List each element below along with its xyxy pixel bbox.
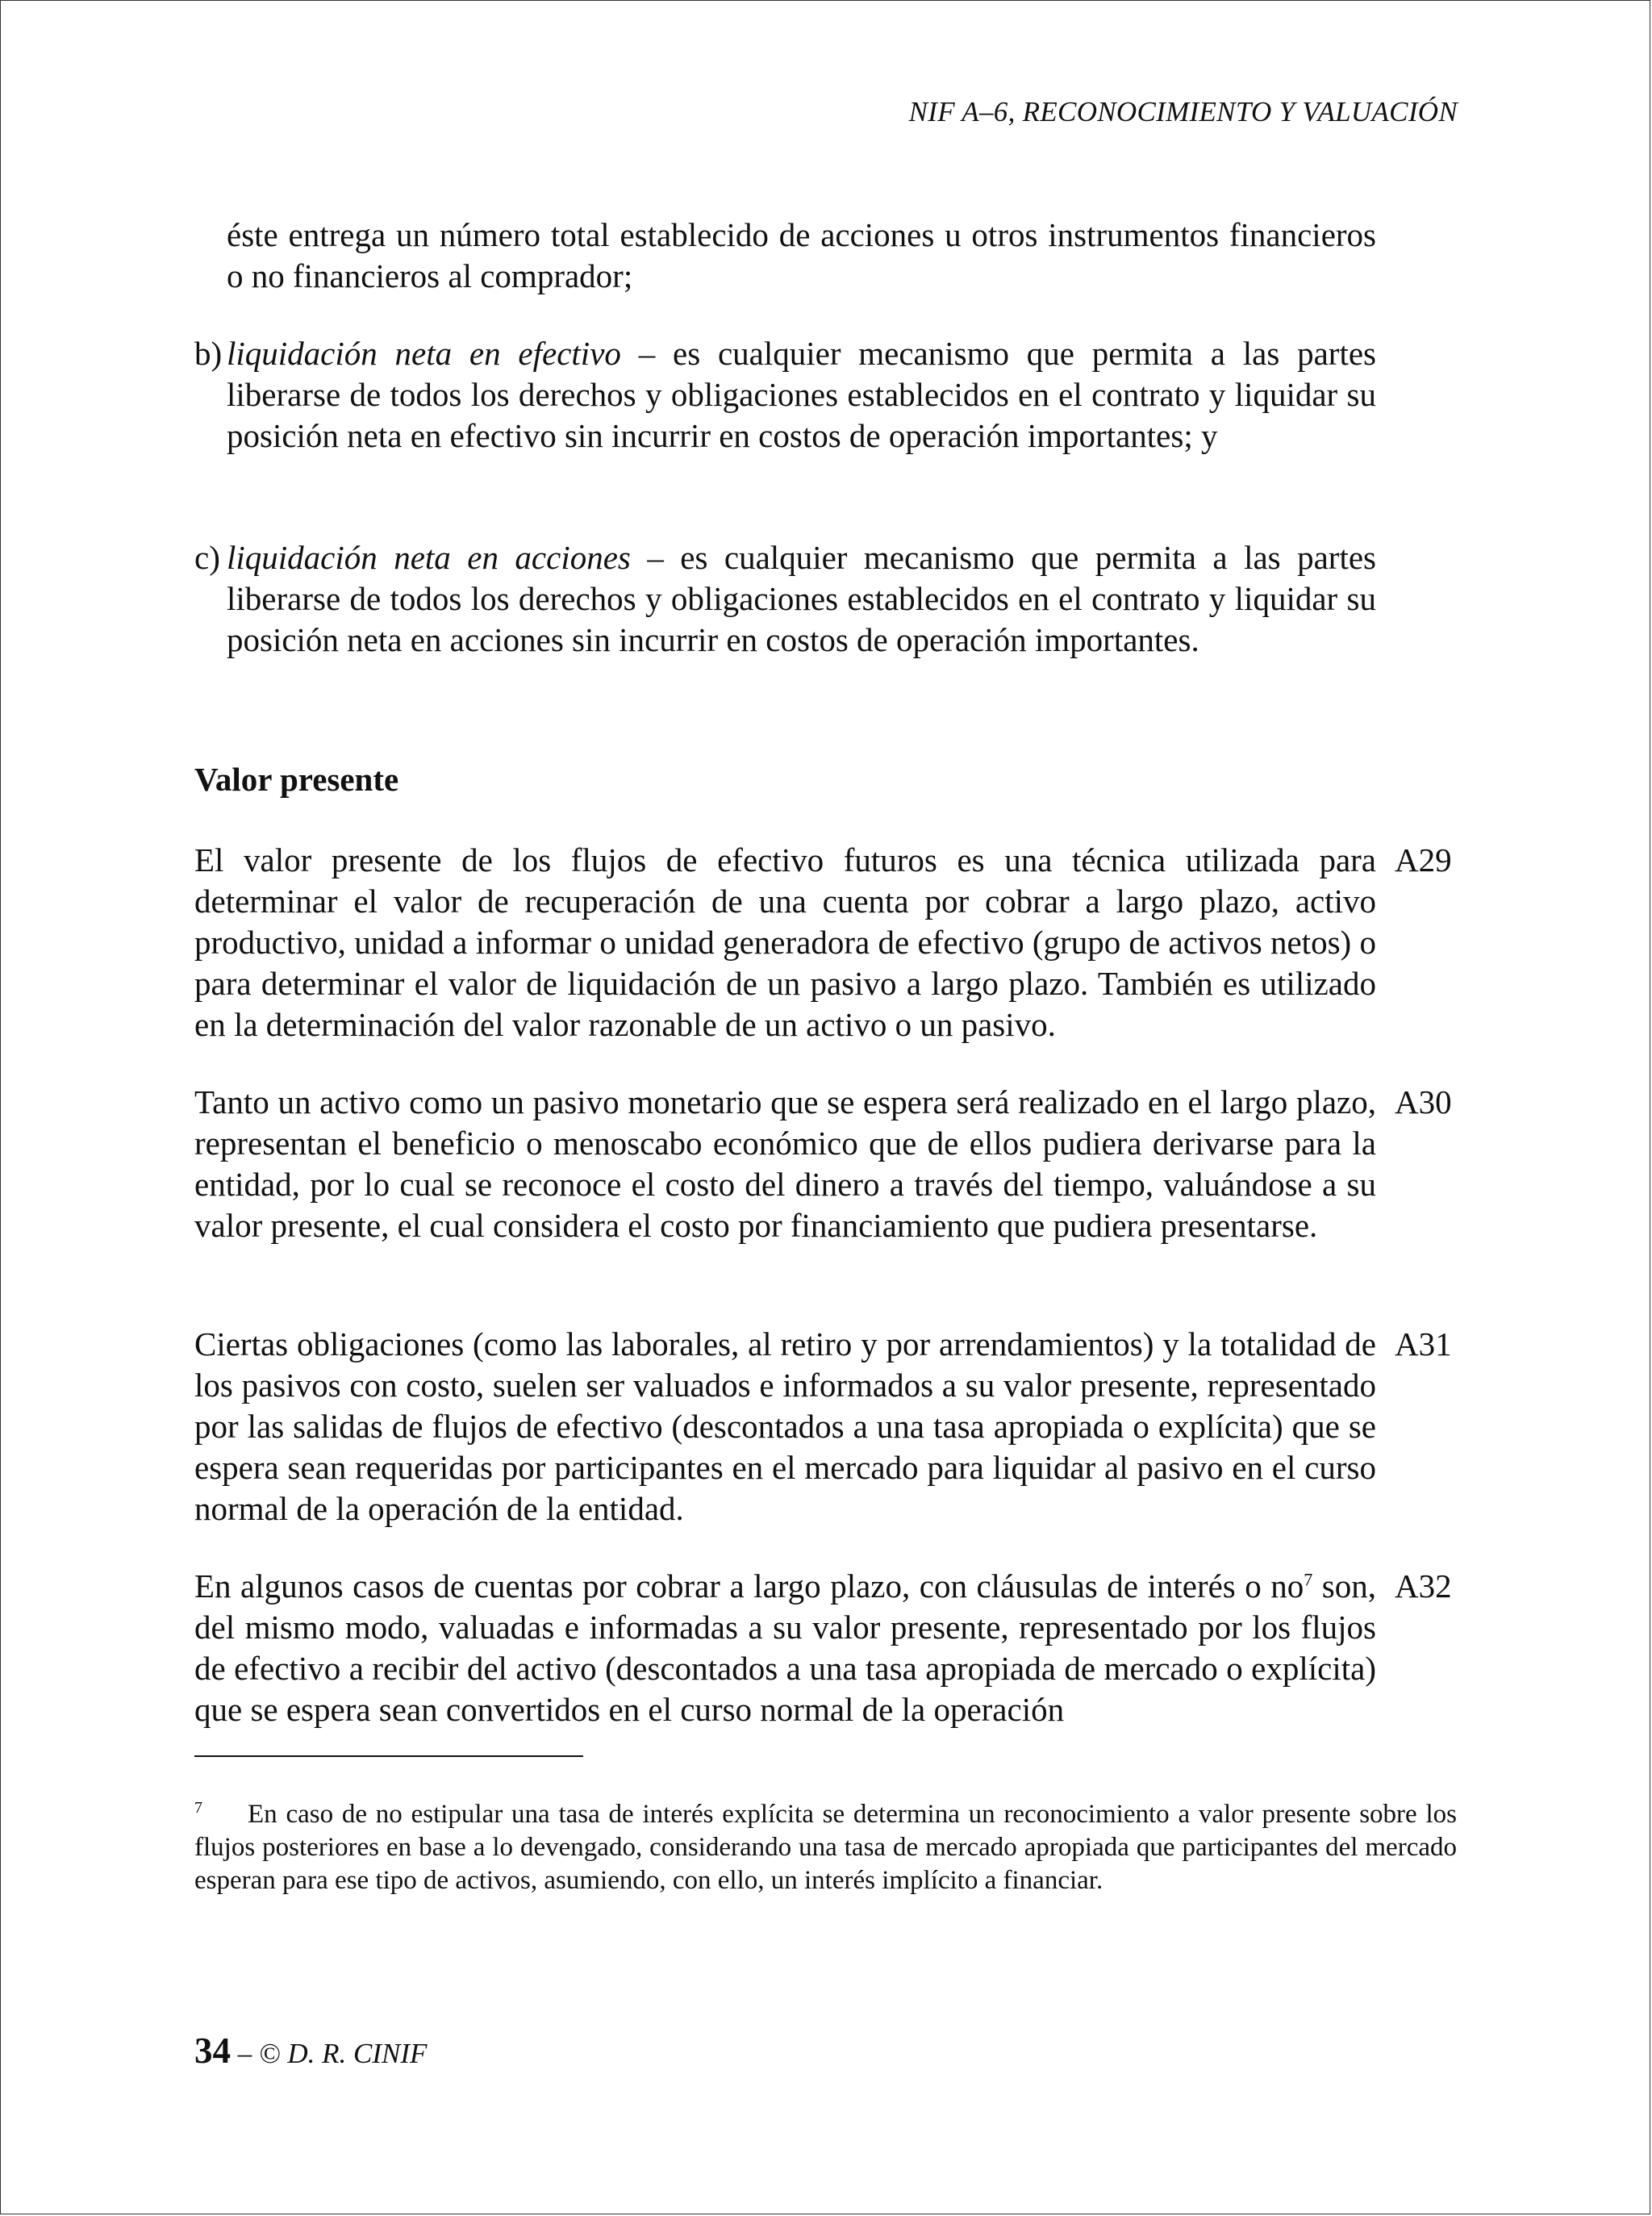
footnote <box>194 1798 1457 1897</box>
list-item-c <box>194 537 1376 661</box>
list-item-body <box>227 333 1376 457</box>
paragraph-number: A29 <box>1395 841 1452 878</box>
footnote-mark: 7 <box>194 1799 202 1817</box>
list-item-b <box>194 333 1376 457</box>
paragraph-number: A31 <box>1395 1325 1452 1363</box>
paragraph-a30: Tanto un activo como un pasivo monetario que se espera será realizado en el largo plazo, representan el beneficio o menoscabo económico que de ellos pudiera derivarse para la entidad, por lo cual se reconoce el costo del dinero a través del tiempo, valuándose a su valor presente, el cual considera el costo por financiamiento que pudiera presentarse. <box>194 1083 1376 1244</box>
list-marker: c) <box>194 539 220 576</box>
footnote-reference[interactable]: 7 <box>1304 1569 1313 1590</box>
copyright-notice: © D. R. CINIF <box>259 2038 428 2069</box>
paragraph-text: En algunos casos de cuentas por cobrar a largo plazo, con cláusulas de interés o no <box>194 1567 1304 1605</box>
list-marker: b) <box>194 335 223 372</box>
page-number: 34 <box>194 2030 231 2071</box>
footnote-text: En caso de no estipular una tasa de interés explícita se determina un reconocimiento a valor presente sobre los flujos posteriores en base a lo devengado, considerando una tasa de mercado apropiada que participantes del mercado esperan para ese tipo de activos, asumiendo, con ello, un interés implícito a financiar. <box>194 1800 1457 1895</box>
defined-term: liquidación neta en acciones <box>227 539 631 576</box>
paragraph-a31: Ciertas obligaciones (como las laborales, al retiro y por arrendamientos) y la totalidad de los pasivos con costo, suelen ser valuados e informados a su valor presente, representado por las salidas de flujos de efectivo (descontados a una tasa apropiada o explícita) que se espera sean requeridas por participantes en el mercado para liquidar al pasivo en el curso normal de la operación de la entidad. <box>194 1325 1376 1527</box>
section-heading: Valor presente <box>194 761 399 798</box>
paragraph-number: A32 <box>1395 1567 1452 1605</box>
list-item-body <box>227 537 1376 661</box>
definition-text: – es cualquier mecanismo que permita a las partes liberarse de todos los derechos y obligaciones establecidos en el contrato y liquidar su posición neta en acciones sin incurrir en costos de operación importantes. <box>227 539 1376 658</box>
paragraph-a32 <box>194 1566 1376 1730</box>
page-footer <box>194 2030 427 2072</box>
footer-separator: – <box>231 2038 259 2069</box>
continued-paragraph: éste entrega un número total establecido de acciones u otros instrumentos financieros o no financieros al comprador; <box>227 216 1376 294</box>
paragraph-number: A30 <box>1395 1083 1452 1121</box>
running-header: NIF A–6, RECONOCIMIENTO Y VALUACIÓN <box>908 96 1458 127</box>
paragraph-a29: El valor presente de los flujos de efectivo futuros es una técnica utilizada para determinar el valor de recuperación de una cuenta por cobrar a largo plazo, activo productivo, unidad a informar o unidad generadora de efectivo (grupo de activos netos) o para determinar el valor de liquidación de un pasivo a largo plazo. También es utilizado en la determinación del valor razonable de un activo o un pasivo. <box>194 841 1376 1043</box>
defined-term: liquidación neta en efectivo <box>227 335 621 372</box>
footnote-divider <box>194 1755 583 1757</box>
definition-text: – es cualquier mecanismo que permita a las partes liberarse de todos los derechos y obligaciones establecidos en el contrato y liquidar su posición neta en efectivo sin incurrir en costos de operación importantes; y <box>227 335 1377 454</box>
paragraph-text: son, del mismo modo, valuadas e informadas a su valor presente, representado por los flujos de efectivo a recibir del activo (descontados a una tasa apropiada de mercado o explícita) que se espera sean convertidos en el curso normal de la operación <box>194 1567 1376 1728</box>
